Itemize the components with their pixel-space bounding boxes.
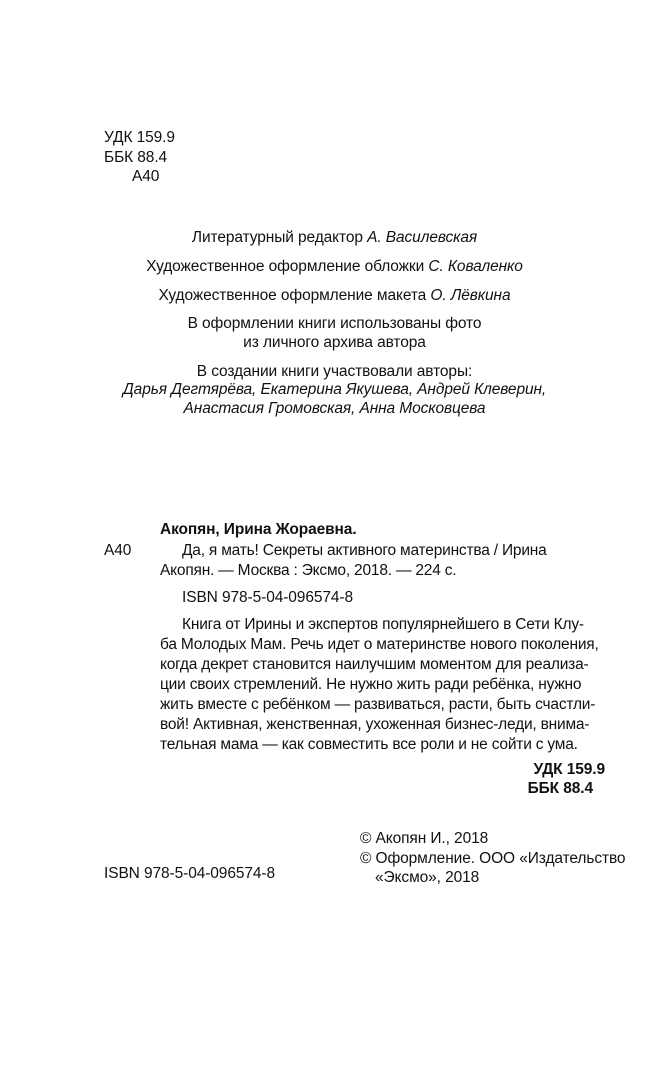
annotation-line: когда декрет становится наилучшим моментом для реализа- (160, 656, 589, 673)
bbk-code: ББК 88.4 (104, 149, 168, 166)
copyright-design-line1: © Оформление. ООО «Издательство (360, 850, 626, 867)
annotation-line: ба Молодых Мам. Речь идет о материнстве нового поколения, (160, 636, 599, 653)
copyright-design-line2: «Эксмо», 2018 (375, 869, 480, 886)
catalog-title-line2: Акопян. — Москва : Эксмо, 2018. — 224 с. (160, 562, 457, 579)
annotation-line: тельная мама — как совместить все роли и не сойти с ума. (160, 736, 578, 753)
annotation-line: Книга от Ирины и экспертов популярнейшего в Сети Клу- (182, 616, 584, 633)
layout-design-name: О. Лёвкина (430, 287, 511, 304)
catalog-udk: УДК 159.9 (533, 761, 605, 778)
authors-intro: В создании книги участвовали авторы: (196, 363, 473, 380)
annotation-line: вой! Активная, женственная, ухоженная бизнес-леди, внима- (160, 716, 590, 733)
catalog-isbn: ISBN 978-5-04-096574-8 (182, 589, 353, 606)
annotation-line: ции своих стремлений. Не нужно жить ради ребёнка, нужно (160, 676, 582, 693)
annotation-line: жить вместе с ребёнком — развиваться, расти, быть счастли- (160, 696, 596, 713)
layout-design-label: Художественное оформление макета (158, 287, 427, 304)
catalog-sign: А40 (104, 542, 132, 559)
catalog-title-line1: Да, я мать! Секреты активного материнства / Ирина (182, 542, 547, 559)
copyright-author: © Акопян И., 2018 (360, 830, 489, 847)
catalog-author-heading: Акопян, Ирина Жораевна. (160, 521, 357, 538)
literary-editor-name: А. Василевская (367, 229, 478, 246)
layout-design-credit (0, 286, 669, 306)
footer-isbn: ISBN 978-5-04-096574-8 (104, 865, 275, 882)
cover-design-name: С. Коваленко (428, 258, 523, 275)
authors-line1: Дарья Дегтярёва, Екатерина Якушева, Андрей Клеверин, (122, 381, 547, 398)
photos-note-line1: В оформлении книги использованы фото (187, 315, 482, 332)
literary-editor-label: Литературный редактор (191, 229, 363, 246)
author-sign: А40 (132, 168, 160, 185)
literary-editor-credit (0, 228, 669, 248)
authors-line2: Анастасия Громовская, Анна Московцева (183, 400, 486, 417)
catalog-bbk: ББК 88.4 (527, 780, 593, 797)
cover-design-credit (0, 257, 669, 277)
udk-code: УДК 159.9 (104, 129, 175, 146)
cover-design-label: Художественное оформление обложки (146, 258, 425, 275)
photos-note-line2: из личного архива автора (243, 334, 426, 351)
